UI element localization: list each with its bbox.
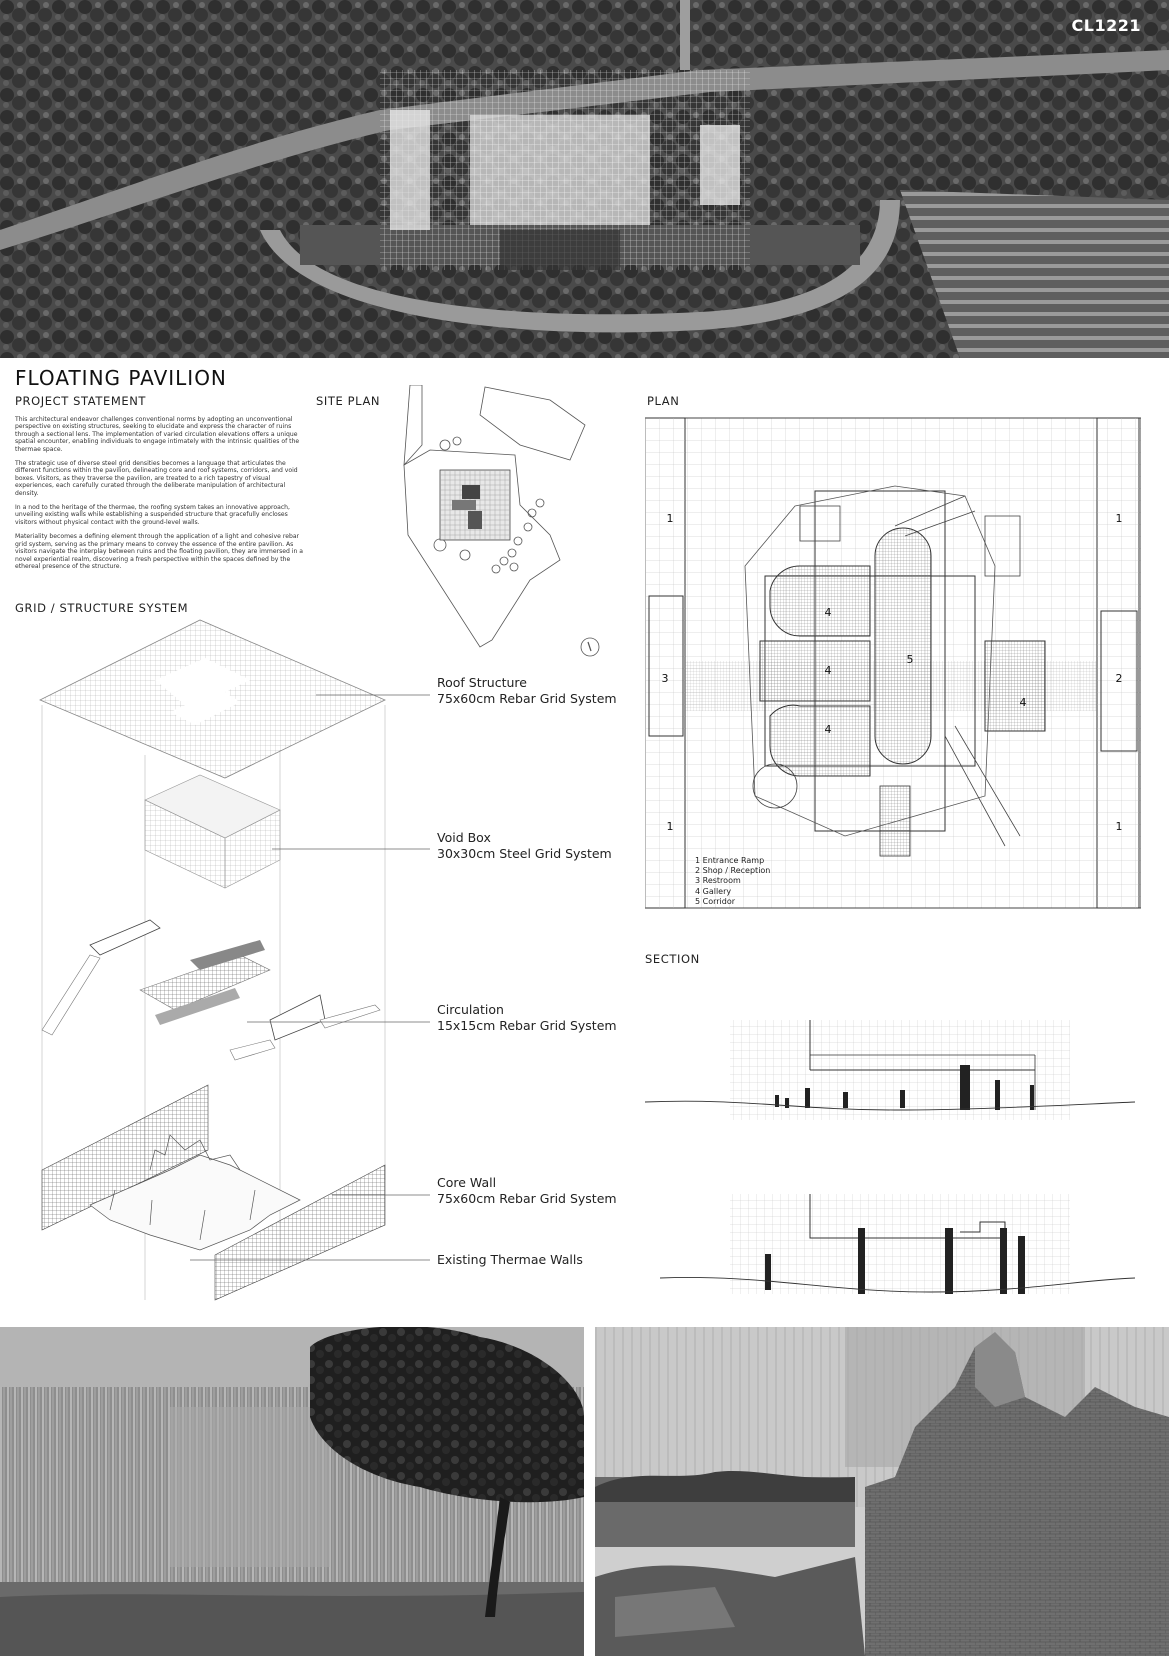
plan-label: 1 [666, 820, 674, 833]
callout-spec: 75x60cm Rebar Grid System [437, 1190, 617, 1206]
callout-roof-structure [437, 675, 617, 706]
plan-label: 1 [666, 512, 674, 525]
plan-label: 2 [1115, 672, 1123, 685]
callout-void-box [437, 830, 612, 861]
plan-label: 1 [1115, 820, 1123, 833]
legend-item: 5 Corridor [695, 896, 736, 906]
section-heading: SECTION [645, 952, 700, 966]
floor-plan-drawing [645, 416, 1141, 910]
legend-item: 2 Shop / Reception [695, 866, 771, 876]
callout-existing-walls [437, 1252, 583, 1268]
section-drawing-upper [645, 1010, 1135, 1120]
callout-spec: 15x15cm Rebar Grid System [437, 1017, 617, 1033]
statement-paragraph: In a nod to the heritage of the thermae, the roofing system takes an innovative approach, unveiling existing walls while establishing a suspended structure that gracefully encloses visitors without physical contact with the ground-level walls. [15, 504, 290, 526]
statement-paragraph: Materiality becomes a defining element through the application of a light and cohesive rebar grid system, serving as the primary means to convey the essence of the entire pavilion. As visitors navigate the interplay between ruins and the floating pavilion, they are immersed in a novel experiential realm, discovering a fresh perspective within the spaces defined by the ethereal presence of the structure. [15, 533, 304, 570]
site-plan-heading: SITE PLAN [316, 394, 381, 408]
grid-heading: GRID / STRUCTURE SYSTEM [15, 601, 189, 615]
statement-paragraph: This architectural endeavor challenges conventional norms by adopting an unconventional perspective on existing structures, seeking to elucidate and express the character of ruins through a sectional lens. The implementation of varied circulation elevations offers a unique spatial encounter, enabling individuals to engage intimately with the intrinsic qualities of the thermae space. [15, 416, 300, 453]
plan-label: 4 [1019, 696, 1027, 709]
axonometric-exploded-drawing [0, 610, 430, 1310]
page-title: FLOATING PAVILION [15, 366, 227, 390]
callout-core-wall [437, 1175, 617, 1206]
project-statement [15, 416, 308, 577]
callout-spec: 75x60cm Rebar Grid System [437, 690, 617, 706]
ruins-render-photo [595, 1327, 1169, 1656]
callout-name: Roof Structure [437, 675, 527, 690]
plan-label: 5 [906, 653, 914, 666]
legend-item: 4 Gallery [695, 886, 732, 896]
project-code: CL1221 [1071, 16, 1141, 35]
section-drawing-lower [660, 1192, 1135, 1297]
callout-name: Existing Thermae Walls [437, 1252, 583, 1267]
plan-legend [695, 856, 770, 907]
site-plan-drawing [400, 385, 615, 665]
plan-label: 1 [1115, 512, 1123, 525]
aerial-photo [0, 0, 1169, 358]
statement-heading: PROJECT STATEMENT [15, 394, 147, 408]
callout-name: Circulation [437, 1002, 504, 1017]
plan-label: 4 [824, 723, 832, 736]
statement-paragraph: The strategic use of diverse steel grid densities becomes a language that articulates the different functions within the pavilion, delineating core and roof systems, corridors, and void boxes. Visitors, as they traverse the pavilion, are treated to a rich tapestry of visual experiences, each carefully curated through the deliberate manipulation of architectural density. [15, 460, 298, 497]
callout-spec: 30x30cm Steel Grid System [437, 845, 612, 861]
callout-name: Core Wall [437, 1175, 497, 1190]
plan-label: 4 [824, 664, 832, 677]
callout-circulation [437, 1002, 617, 1033]
plan-label: 3 [661, 672, 669, 685]
exterior-render-photo [0, 1327, 584, 1656]
plan-label: 4 [824, 606, 832, 619]
legend-item: 1 Entrance Ramp [695, 856, 765, 865]
legend-item: 3 Restroom [695, 876, 741, 886]
plan-heading: PLAN [647, 394, 680, 408]
callout-name: Void Box [437, 830, 491, 845]
